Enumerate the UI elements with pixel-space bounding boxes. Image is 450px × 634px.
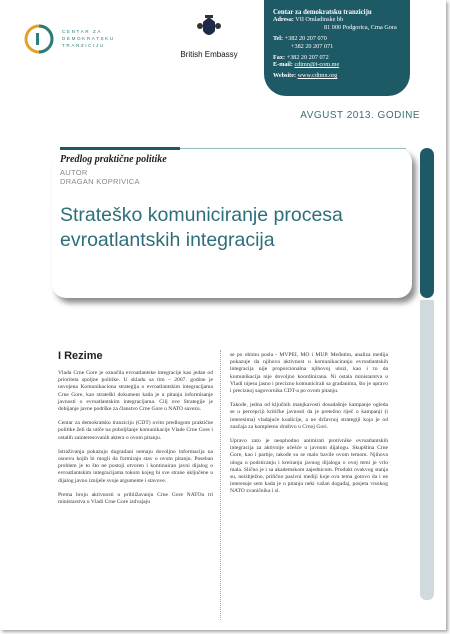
section-heading: I Rezime — [58, 350, 103, 362]
contact-fax — [273, 54, 410, 61]
cdt-logo-text — [62, 28, 115, 49]
contact-website — [273, 72, 410, 79]
website-label: Website: — [273, 71, 297, 79]
website-link[interactable]: www.cdtmn.org — [297, 71, 338, 79]
right-column — [230, 352, 388, 503]
fax-number: +382 20 207 072 — [286, 54, 329, 62]
british-embassy-logo — [174, 14, 244, 62]
paragraph: Istraživanja pokazuju dugradani nemaju dovoljno informacija na osnovu kojih bi mogli da formiraju stav o ovom pitanju. Poseban problem je to što ne postoji otvoren i kontinuiran javni dijalog o evroatlantskim integracijama tokom kojeg bi sve strane uključene u dijalog javno iznijele svoje argumente i stavove. — [58, 448, 213, 484]
author-name: DRAGAN KOPRIVICA — [60, 177, 140, 186]
tel1: +382 20 207 070 — [284, 35, 327, 43]
cdt-logo-line3: TRANZICIJU — [62, 43, 105, 48]
fax-label: Fax: — [273, 54, 286, 62]
side-grey-bar — [420, 300, 434, 600]
cdt-logo-line2: DEMOKRATSKU — [62, 36, 115, 41]
cdt-logo-mark-icon — [24, 24, 54, 54]
email-label: E-mail: — [273, 61, 293, 69]
contact-box — [264, 0, 410, 96]
tel-label: Tel: — [273, 35, 284, 43]
contact-tel — [273, 35, 410, 42]
address-line2: 81 000 Podgorica, Crna Gora — [324, 23, 397, 31]
tel2: +382 20 207 071 — [291, 42, 334, 50]
publication-date: AVGUST 2013. GODINE — [300, 110, 420, 121]
contact-address — [273, 16, 410, 23]
author-label: AUTOR — [60, 168, 88, 177]
paragraph: Upravo zato je neophodno animirati protivnike evroatlantskih integracija za aktivnije učešće u javnom dijalogu. Skupština Crne Gore, kao i partije, takođe su se malo bavile ovom temom. Njihova uloga u podsticanju i kreiranju javnog dijaloga o ovoj temi je vrlo mala. Slično je i sa akademskom zajednicom. Produkt ovakvog stanja su, neizbježno, prilično pasivni mediji koje ova tema gotovo da i ne interesuje sem kada je u pitanju neki važan događaj, posjeta visokog NATO zvaničnika i sl. — [230, 438, 388, 495]
royal-crest-icon — [195, 14, 223, 42]
column-divider — [220, 350, 221, 620]
contact-org: Centar za demokratsku tranziciju — [273, 9, 372, 16]
address-label: Adresa: — [273, 16, 294, 24]
paragraph: se po obimu posla - MVPEI, MO i MUP. Međutim, analiza medija pokazuje da njihova aktivnost u komunikaciranju evroatlantskih integracija nije proporcionalna njihovoj ulozi, kao i to da komunikacija nije dovoljno koordinirana. Ni ostala ministarstva u Vladi nijesu jasno i precizno komunicirali sa građanima, što je upravo i preciznoj sagovornika CDT-a po ovom pitanju. — [230, 352, 388, 395]
document-subtitle: Predlog praktične politike — [60, 154, 167, 165]
paragraph: Vlada Crne Gore je označila evroatlantske integracije kao jedan od prioriteta spoljne politike. U skladu sa tim – 2007. godine je usvojena Komunikaciona strategija o evroatlantskim integracijama Crne Gore, kao strateški dokument kada je u pitanju informisanje javnosti o evroatlantskim integracijama. Cilj ove Strategije je dobijanje javne podrške za članstvo Crne Gore u NATO savezu. — [58, 370, 213, 413]
document-title: Strateško komuniciranje procesa evroatlantskih integracija — [60, 204, 343, 251]
paragraph: Centar za demokratsku tranziciju (CDT) ovim predlogom praktične politike želi da utiče na poboljšanje komunikacije Vlade Crne Gore i ostalih zainteresovanih aktera o ovom pitanju. — [58, 420, 213, 441]
left-column — [58, 370, 213, 513]
cdt-logo-line1: CENTAR ZA — [62, 29, 103, 34]
embassy-name: British Embassy — [180, 50, 238, 59]
title-rule — [180, 148, 406, 149]
contact-email — [273, 61, 410, 68]
email-link[interactable]: cdtmn@t-com.me — [294, 61, 340, 69]
address-line1: VII Omladinske bb — [295, 16, 344, 24]
side-accent-bar — [420, 148, 434, 298]
paragraph: Prema broju aktivnosti u približavanju Crne Gore NATOu tri ministarstva u Vladi Crne Gore izdvajaju — [58, 491, 213, 506]
title-accent-bar — [60, 147, 180, 150]
paragraph: Takođe, jedna od ključnih manjkavosti dosadašnje kampanje ogleda se u percepciji kritičke javnosti da je pretežno riječ o kampanji (i interesima) vladajuće koalicije, a ne državnoj strategiji koja je od značaja za kompletno društvo u Crnoj Gori. — [230, 402, 388, 430]
cdt-logo — [24, 22, 144, 56]
